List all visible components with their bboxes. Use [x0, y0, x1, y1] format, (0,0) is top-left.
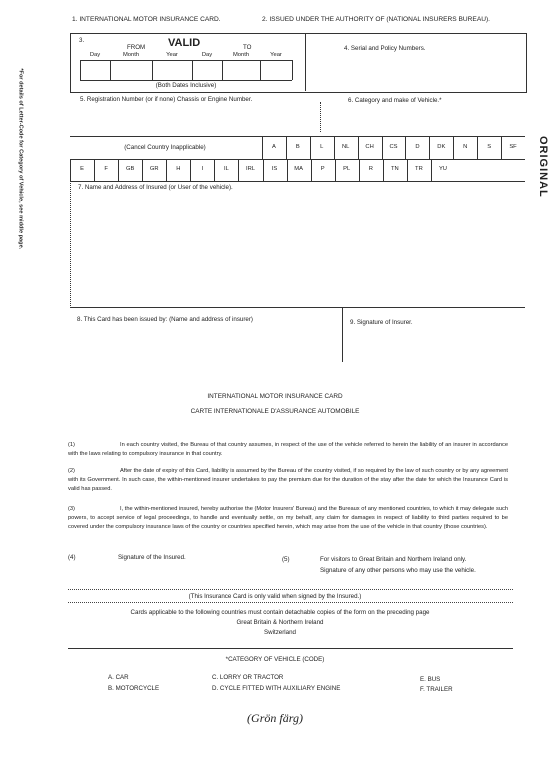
name-address-label: 7. Name and Address of Insured (or User of the vehicle). [78, 184, 233, 191]
validity-col-month-2: Month [232, 52, 250, 58]
title-fr: CARTE INTERNATIONALE D'ASSURANCE AUTOMOBILE [190, 408, 360, 415]
country-code-d: D [415, 143, 420, 150]
issued-by-label: 8. This Card has been issued by: (Name and address of insurer) [77, 316, 253, 323]
category-f: F. TRAILER [420, 686, 453, 693]
country-code-cs: CS [389, 143, 398, 150]
country-code-l: L [320, 143, 324, 150]
category-a: A. CAR [108, 674, 129, 681]
title-en: INTERNATIONAL MOTOR INSURANCE CARD [207, 393, 343, 400]
registration-label: 5. Registration Number (or if none) Chassis or Engine Number. [80, 96, 253, 103]
country-code-il: IL [223, 166, 229, 172]
country-code-irl: IRL [245, 166, 255, 172]
para-1-num: (1) [68, 442, 75, 448]
validity-title: VALID [168, 37, 201, 49]
original-label: ORIGINAL [537, 136, 549, 198]
detachable-line-2: Great Britain & Northern Ireland [236, 619, 324, 626]
country-code-is: IS [271, 166, 278, 172]
country-code-tn: TN [390, 166, 399, 172]
country-code-a: A [272, 143, 276, 150]
sig-4-label: Signature of the Insured. [118, 554, 186, 561]
country-code-nl: NL [341, 143, 350, 150]
signature-insurer-label: 9. Signature of Insurer. [350, 319, 413, 326]
country-code-e: E [80, 166, 84, 172]
country-code-n: N [463, 143, 468, 150]
validity-num: 3. [79, 37, 85, 44]
footer-color-note: (Grön färg) [247, 711, 303, 725]
category-c: C. LORRY OR TRACTOR [212, 674, 284, 681]
sig-5-line-1: For visitors to Great Britain and Northern Ireland only. [320, 556, 467, 563]
country-code-ch: CH [365, 143, 374, 150]
category-make-label: 6. Category and make of Vehicle.* [348, 97, 442, 104]
cancel-note: (Cancel Country Inapplicable) [124, 144, 206, 151]
valid-note: (This Insurance Card is only valid when signed by the Insured.) [188, 593, 362, 600]
category-title: *CATEGORY OF VEHICLE (CODE) [225, 656, 325, 663]
country-code-gb: GB [125, 166, 135, 172]
validity-col-day: Day [89, 52, 101, 58]
para-2-text: After the date of expiry of this Card, liability is assumed by the Bureau of the country visited, if so required by the law of such country or by any agreement with its Government. In such case, the within-mentioned insurer undertakes to pay the premium due for the duration of the stay after the date for which the Insurance Card is valid has passed. [68, 468, 508, 492]
country-code-r: R [368, 166, 373, 172]
country-code-s: S [487, 143, 492, 150]
country-code-i: I [201, 166, 204, 172]
para-3-text: I, the within-mentioned insured, hereby authorise the (Motor Insurers' Bureau) and the Bureaux of any mentioned countries, to which it may delegate such powers, to accept service of legal proceedings, to handle and eventually settle, on my behalf, any claim for damages in respect of liability to third parties required to be covered under the compulsory insurance laws of the country or countries specified herein, which may arise from the use of the vehicle in that country (those countries). [68, 506, 508, 530]
validity-from: FROM [127, 44, 146, 51]
validity-col-day-2: Day [201, 52, 213, 58]
side-note: *For details of Letter-Code for Category of Vehicle, see middle page. [17, 68, 24, 250]
country-code-ma: MA [294, 166, 303, 172]
category-d: D. CYCLE FITTED WITH AUXILIARY ENGINE [212, 685, 341, 692]
detachable-line-3: Switzerland [264, 629, 296, 636]
validity-col-year-2: Year [270, 52, 282, 58]
para-2-num: (2) [68, 468, 75, 474]
country-code-tr: TR [415, 166, 423, 172]
country-code-p: P [320, 166, 325, 172]
country-code-h: H [176, 166, 181, 172]
detachable-line-1: Cards applicable to the following countries must contain detachable copies of the form on the preceding page [130, 609, 430, 616]
country-code-f: F [104, 166, 108, 172]
validity-col-month: Month [122, 52, 140, 58]
category-e: E. BUS [420, 676, 441, 683]
sig-4-num: (4) [68, 554, 76, 561]
country-code-sf: SF [509, 143, 517, 150]
country-code-yu: YU [438, 166, 447, 172]
validity-to: TO [243, 44, 252, 51]
validity-col-year: Year [166, 52, 178, 58]
sig-5-line-2: Signature of any other persons who may use the vehicle. [320, 567, 476, 574]
country-code-pl: PL [343, 166, 351, 172]
country-code-gr: GR [149, 166, 159, 172]
para-1-text: In each country visited, the Bureau of that country assumes, in respect of the use of the vehicle referred to herein the liability of an insurer in accordance with the laws relating to compulsory insurance in that country. [68, 442, 508, 457]
validity-note: (Both Dates Inclusive) [155, 82, 217, 89]
header-item-2: 2. ISSUED UNDER THE AUTHORITY OF (NATIONAL INSURERS BUREAU). [262, 16, 491, 23]
para-3-num: (3) [68, 506, 75, 512]
country-code-b: B [295, 143, 300, 150]
header-item-1: 1. INTERNATIONAL MOTOR INSURANCE CARD. [72, 16, 221, 23]
sig-5-num: (5) [282, 556, 290, 563]
country-code-dk: DK [437, 143, 446, 150]
category-b: B. MOTORCYCLE [108, 685, 160, 692]
serial-label: 4. Serial and Policy Numbers. [344, 45, 426, 52]
